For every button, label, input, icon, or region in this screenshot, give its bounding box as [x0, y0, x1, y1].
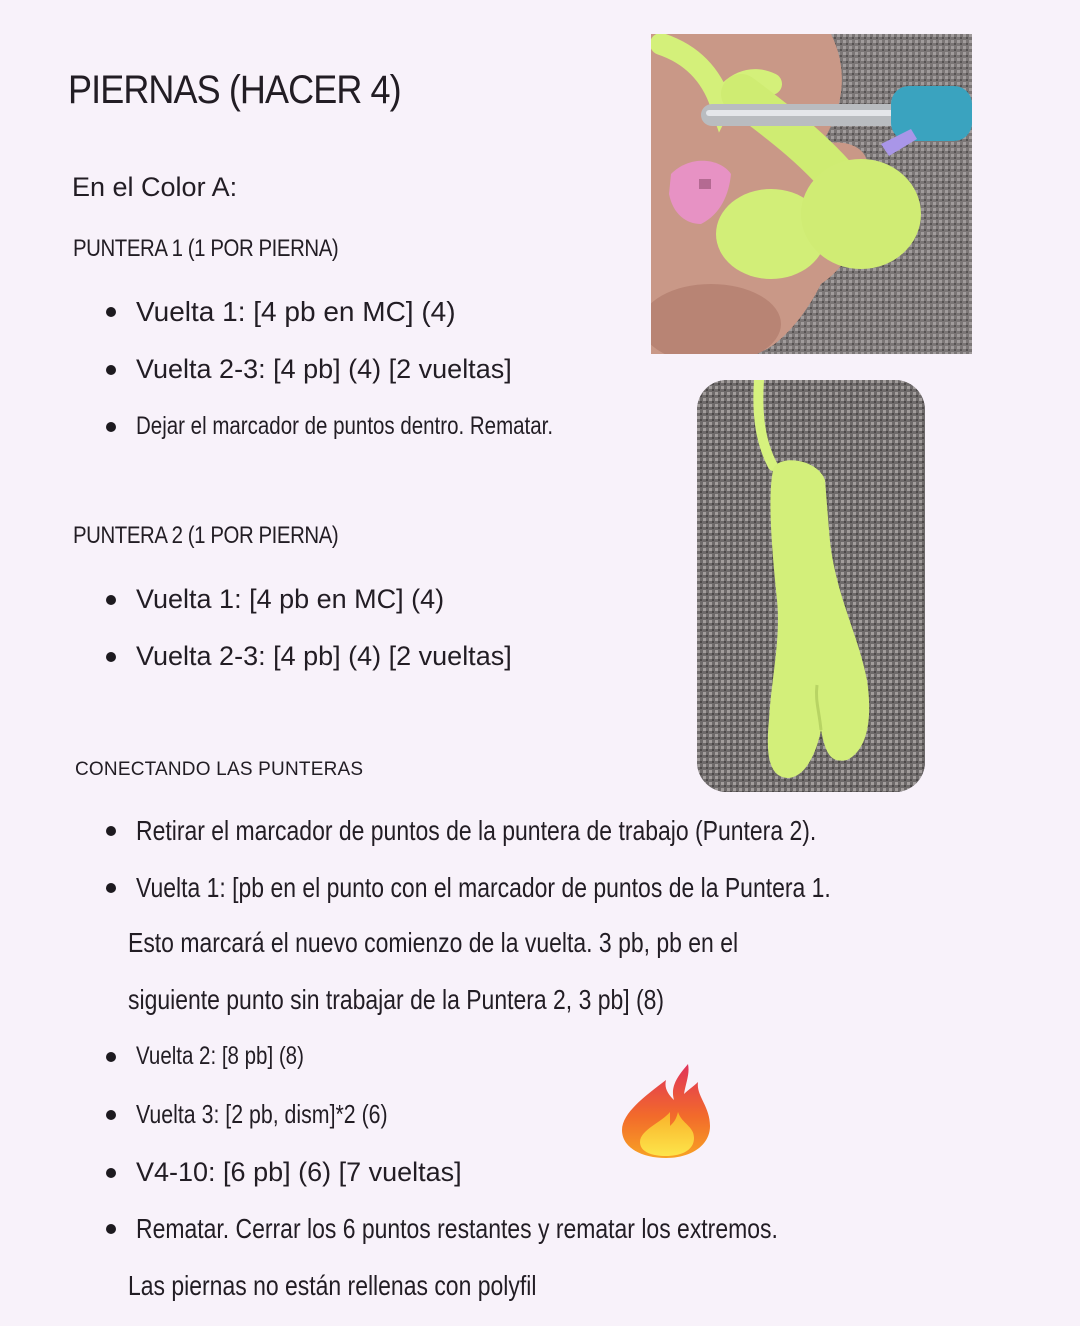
bullet-icon [106, 365, 116, 375]
bullet-icon [106, 652, 116, 662]
section-heading-puntera-1: PUNTERA 1 (1 POR PIERNA) [73, 235, 339, 262]
list-item: Vuelta 2-3: [4 pb] (4) [2 vueltas] [106, 354, 512, 385]
list-item: V4-10: [6 pb] (6) [7 vueltas] [106, 1157, 462, 1188]
bullet-icon [106, 422, 116, 432]
list-item: Vuelta 2: [8 pb] (8) [106, 1042, 341, 1071]
bullet-icon [106, 1224, 116, 1234]
list-item: Vuelta 1: [4 pb en MC] (4) [106, 296, 456, 328]
final-note: Las piernas no están rellenas con polyfil [128, 1270, 537, 1301]
section-heading-conectando: CONECTANDO LAS PUNTERAS [75, 759, 364, 780]
bullet-icon [106, 826, 116, 836]
list-item: Vuelta 3: [2 pb, dism]*2 (6) [106, 1099, 443, 1130]
bullet-icon [106, 1168, 116, 1178]
list-item: Dejar el marcador de puntos dentro. Rematar. [106, 412, 645, 441]
list-item: Vuelta 1: [pb en el punto con el marcador de puntos de la Puntera 1. [106, 872, 983, 904]
list-item: Retirar el marcador de puntos de la puntera de trabajo (Puntera 2). [106, 815, 966, 847]
color-note: En el Color A: [72, 172, 238, 202]
continuation-line: siguiente punto sin trabajar de la Puntera 2, 3 pb] (8) [128, 984, 665, 1015]
bullet-icon [106, 307, 116, 317]
crochet-progress-photo [651, 34, 972, 354]
continuation-line: Esto marcará el nuevo comienzo de la vuelta. 3 pb, pb en el [128, 927, 739, 958]
bullet-icon [106, 595, 116, 605]
finished-leg-photo [697, 380, 925, 792]
list-item: Vuelta 1: [4 pb en MC] (4) [106, 584, 444, 615]
bullet-icon [106, 1052, 116, 1062]
bullet-icon [106, 1110, 116, 1120]
list-item: Rematar. Cerrar los 6 puntos restantes y rematar los extremos. [106, 1213, 919, 1245]
bullet-icon [106, 883, 116, 893]
fire-icon [618, 1060, 714, 1160]
list-item: Vuelta 2-3: [4 pb] (4) [2 vueltas] [106, 641, 512, 672]
section-heading-puntera-2: PUNTERA 2 (1 POR PIERNA) [73, 522, 339, 549]
page-title: PIERNAS (HACER 4) [68, 68, 401, 112]
